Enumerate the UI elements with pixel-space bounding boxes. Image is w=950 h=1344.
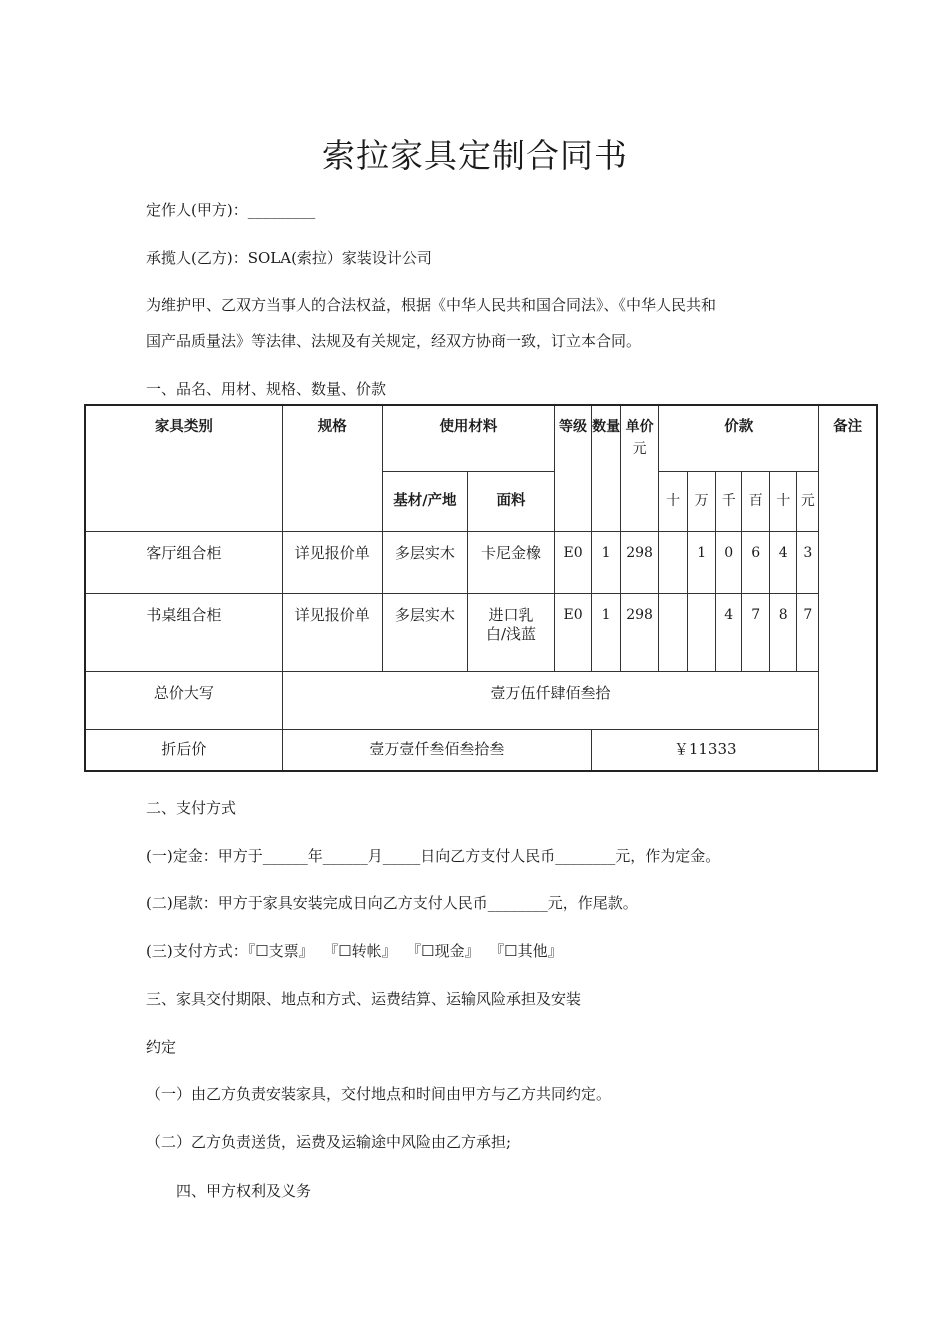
cell-spec: 详见报价单 (282, 531, 382, 593)
cell-base: 多层实木 (382, 531, 467, 593)
header-base: 基材/产地 (382, 471, 467, 531)
cell-unit-price: 298 (621, 593, 659, 671)
cell-qty: 1 (592, 593, 621, 671)
cell-digit: 4 (716, 593, 742, 671)
digit-header: 元 (797, 471, 819, 531)
total-row (85, 671, 877, 729)
header-unit-price (621, 405, 659, 531)
discount-number: ￥11333 (592, 729, 819, 771)
header-unit-price-label: 单价 (625, 419, 654, 435)
header-material: 使用材料 (382, 405, 554, 471)
intro-line-2: 国产品质量法》等法律、法规及有关规定，经双方协商一致，订立本合同。 (146, 332, 642, 350)
cell-digit: 7 (797, 593, 819, 671)
cell-grade: E0 (555, 531, 592, 593)
discount-words: 壹万壹仟叁佰叁拾叁 (282, 729, 591, 771)
table-row (85, 531, 877, 593)
cell-category: 客厅组合柜 (85, 531, 282, 593)
cell-digit (688, 593, 716, 671)
section-4-heading: 四、甲方权利及义务 (176, 1182, 312, 1200)
section-2-heading: 二、支付方式 (146, 799, 237, 817)
header-category: 家具类别 (85, 405, 282, 531)
discount-row (85, 729, 877, 771)
cell-digit (659, 593, 688, 671)
header-price: 价款 (659, 405, 819, 471)
cell-unit-price: 298 (621, 531, 659, 593)
digit-header: 万 (688, 471, 716, 531)
payment-balance: (二)尾款：甲方于家具安装完成日向乙方支付人民币________元，作尾款。 (146, 894, 638, 912)
cell-surface: 卡尼金橡 (467, 531, 554, 593)
delivery-item-2: （二）乙方负责送货，运费及运输途中风险由乙方承担; (146, 1133, 512, 1151)
cell-category: 书桌组合柜 (85, 593, 282, 671)
party-b-line: 承揽人(乙方)：SOLA(索拉）家装设计公司 (146, 249, 432, 267)
section-3-continued: 约定 (146, 1038, 177, 1056)
header-unit-price-unit: 元 (632, 441, 647, 458)
cell-digit: 8 (770, 593, 797, 671)
cell-digit (659, 531, 688, 593)
delivery-item-1: （一）由乙方负责安装家具，交付地点和时间由甲方与乙方共同约定。 (146, 1085, 612, 1103)
cell-digit: 0 (716, 531, 742, 593)
cell-qty: 1 (592, 531, 621, 593)
table-row (85, 593, 877, 671)
header-surface: 面料 (467, 471, 554, 531)
section-1-heading: 一、品名、用材、规格、数量、价款 (146, 380, 387, 398)
page-title: 索拉家具定制合同书 (322, 136, 628, 175)
digit-header: 百 (742, 471, 770, 531)
section-3-heading: 三、家具交付期限、地点和方式、运费结算、运输风险承担及安装 (146, 990, 582, 1008)
goods-table (84, 404, 878, 772)
header-remark: 备注 (819, 405, 877, 771)
payment-deposit: (一)定金：甲方于______年______月_____日向乙方支付人民币________元，作为定金。 (146, 847, 721, 865)
total-value: 壹万伍仟肆佰叁拾 (282, 671, 819, 729)
header-spec: 规格 (282, 405, 382, 531)
intro-line-1: 为维护甲、乙双方当事人的合法权益，根据《中华人民共和国合同法》、《中华人民共和 (146, 296, 717, 314)
discount-label: 折后价 (85, 729, 282, 771)
digit-header: 十 (659, 471, 688, 531)
cell-digit: 6 (742, 531, 770, 593)
header-grade: 等级 (555, 405, 592, 531)
payment-method: (三)支付方式：『☐支票』 『☐转帐』 『☐现金』 『☐其他』 (146, 942, 563, 960)
header-qty: 数量 (592, 405, 621, 531)
cell-grade: E0 (555, 593, 592, 671)
cell-digit: 7 (742, 593, 770, 671)
digit-header: 千 (716, 471, 742, 531)
party-a-line: 定作人(甲方)：_________ (146, 201, 316, 219)
cell-digit: 1 (688, 531, 716, 593)
digit-header: 十 (770, 471, 797, 531)
cell-digit: 4 (770, 531, 797, 593)
cell-digit: 3 (797, 531, 819, 593)
total-label: 总价大写 (85, 671, 282, 729)
cell-surface: 进口乳白/浅蓝 (467, 593, 554, 671)
cell-spec: 详见报价单 (282, 593, 382, 671)
cell-base: 多层实木 (382, 593, 467, 671)
